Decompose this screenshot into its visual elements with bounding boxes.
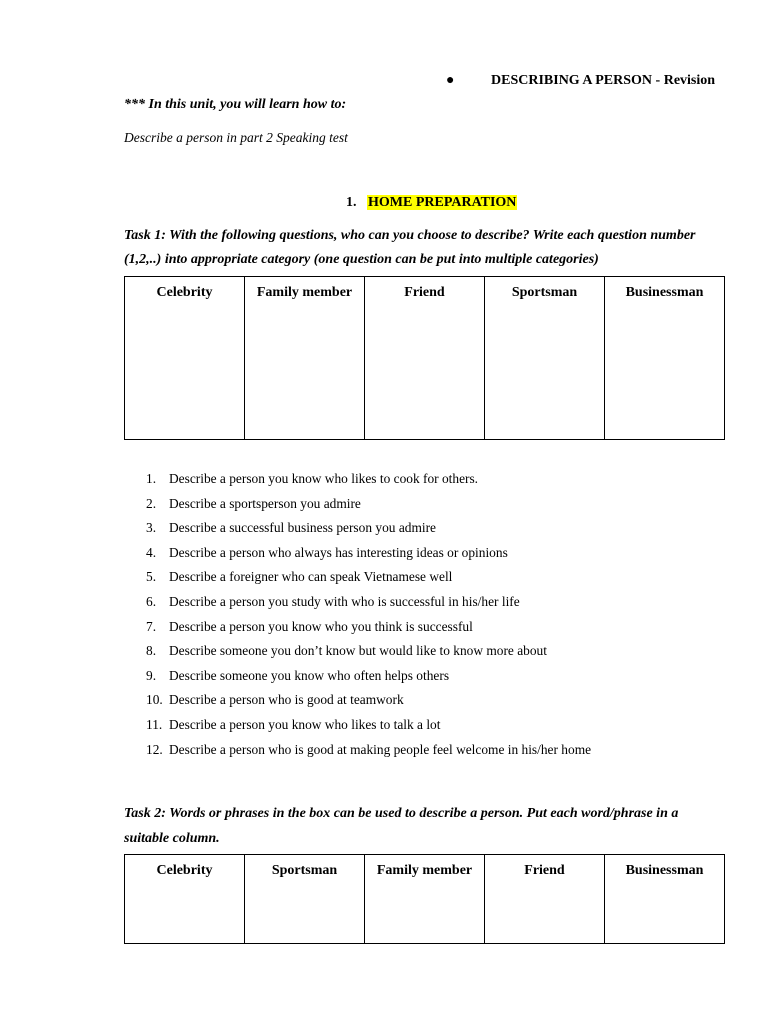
- question-text: Describe a person who is good at teamwork: [169, 692, 404, 708]
- question-text: Describe a person you know who you think is successful: [169, 618, 473, 634]
- task2-line1: Task 2: Words or phrases in the box can be used to describe a person. Put each word/phrase in a: [124, 806, 679, 821]
- task2-col-sportsman[interactable]: Sportsman: [245, 855, 365, 944]
- question-number: 4.: [146, 544, 157, 560]
- question-text: Describe a sportsperson you admire: [169, 495, 361, 511]
- question-list: [146, 470, 591, 765]
- intro-learn-line: *** In this unit, you will learn how to:: [124, 97, 347, 112]
- question-number: 8.: [146, 643, 157, 659]
- page-title: [491, 73, 715, 89]
- question-number: 3.: [146, 520, 157, 536]
- section-number: 1.: [346, 195, 357, 210]
- page-title-main: DESCRIBING A PERSON: [491, 73, 653, 88]
- question-number: 12.: [146, 741, 163, 757]
- task2-col-family-member[interactable]: Family member: [365, 855, 485, 944]
- list-item: [146, 716, 591, 741]
- list-item: [146, 618, 591, 643]
- task1-col-friend[interactable]: Friend: [365, 277, 485, 440]
- header-bullet: ●: [446, 73, 455, 88]
- list-item: [146, 470, 591, 495]
- section-title: HOME PREPARATION: [368, 195, 517, 210]
- list-item: [146, 495, 591, 520]
- list-item: [146, 519, 591, 544]
- list-item: [146, 544, 591, 569]
- task1-col-businessman[interactable]: Businessman: [605, 277, 725, 440]
- list-item: [146, 691, 591, 716]
- task2-col-businessman[interactable]: Businessman: [605, 855, 725, 944]
- page-title-suffix: - Revision: [652, 73, 716, 88]
- question-number: 6.: [146, 593, 157, 609]
- question-number: 11.: [146, 716, 163, 732]
- question-text: Describe a foreigner who can speak Vietnamese well: [169, 569, 453, 585]
- task1-col-family-member[interactable]: Family member: [245, 277, 365, 440]
- list-item: [146, 642, 591, 667]
- list-item: [146, 593, 591, 618]
- task1-category-table: [124, 276, 725, 440]
- list-item: [146, 568, 591, 593]
- section-heading: [346, 195, 517, 211]
- task2-col-friend[interactable]: Friend: [485, 855, 605, 944]
- question-text: Describe someone you know who often helps others: [169, 667, 450, 683]
- list-item: [146, 741, 591, 766]
- question-text: Describe someone you don’t know but would like to know more about: [169, 643, 547, 659]
- question-number: 2.: [146, 495, 157, 511]
- task2-category-table: [124, 854, 725, 944]
- question-number: 7.: [146, 618, 157, 634]
- task1-col-sportsman[interactable]: Sportsman: [485, 277, 605, 440]
- intro-objective: Describe a person in part 2 Speaking test: [124, 130, 348, 145]
- question-text: Describe a successful business person you admire: [169, 520, 436, 536]
- question-text: Describe a person you know who likes to cook for others.: [169, 471, 479, 486]
- question-text: Describe a person who always has interesting ideas or opinions: [169, 544, 508, 560]
- question-number: 5.: [146, 569, 157, 585]
- question-number: 10.: [146, 692, 163, 708]
- task1-line1: Task 1: With the following questions, who can you choose to describe? Write each question number: [124, 228, 696, 243]
- task1-col-celebrity[interactable]: Celebrity: [125, 277, 245, 440]
- question-text: Describe a person who is good at making people feel welcome in his/her home: [169, 741, 592, 757]
- task2-col-celebrity[interactable]: Celebrity: [125, 855, 245, 944]
- task2-line2: suitable column.: [124, 831, 220, 846]
- question-number: 1.: [146, 471, 157, 486]
- question-text: Describe a person you know who likes to talk a lot: [169, 716, 441, 732]
- question-text: Describe a person you study with who is successful in his/her life: [169, 593, 520, 609]
- question-number: 9.: [146, 667, 157, 683]
- list-item: [146, 667, 591, 692]
- task1-line2: (1,2,..) into appropriate category (one question can be put into multiple categories): [124, 252, 599, 267]
